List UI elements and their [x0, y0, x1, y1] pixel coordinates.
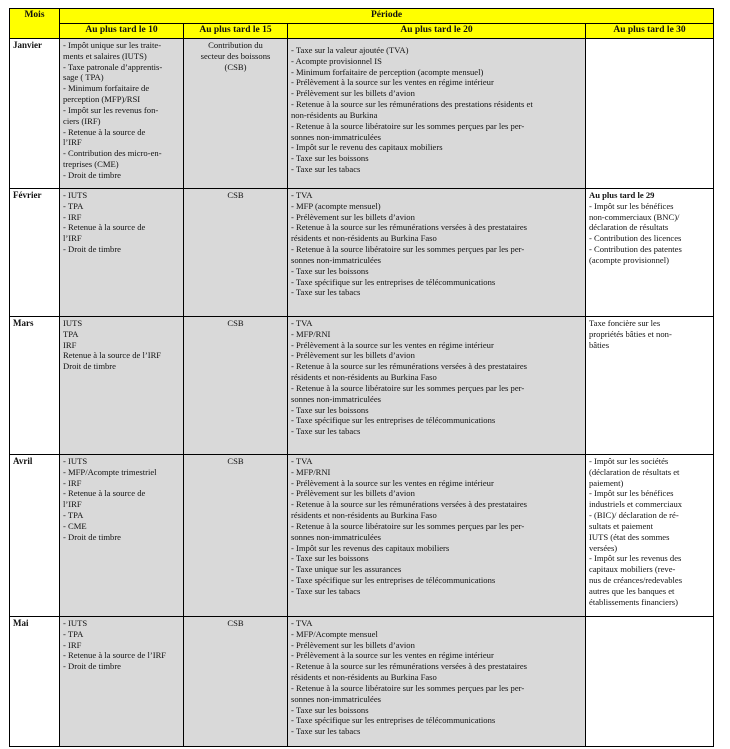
cell-line: - Minimum forfaitaire de [63, 83, 150, 94]
cell-line: - Contribution des licences [589, 233, 682, 244]
cell-line: - Taxe spécifique sur les entreprises de télécommunications [291, 575, 496, 586]
month-cell: Février [10, 188, 60, 316]
cell-col-30 [586, 188, 714, 316]
cell-line: - TPA [63, 628, 84, 639]
cell-col-10 [60, 316, 184, 454]
cell-line: Contribution du [208, 39, 263, 50]
cell-line: - Impôt sur les revenus des [589, 553, 682, 564]
cell-line: - Impôt unique sur les traite- [63, 39, 162, 50]
cell-line: ments et salaires (IUTS) [63, 50, 147, 61]
cell-line: - Retenue à la source libératoire sur les sommes perçues par les per- [291, 382, 525, 393]
cell-col-10 [60, 454, 184, 616]
cell-line: résidents et non-résidents au Burkina Faso [291, 233, 437, 244]
cell-line: - Droit de timbre [63, 661, 121, 672]
cell-line: - IRF [63, 639, 82, 650]
cell-line: sonnes non-immatriculées [291, 531, 381, 542]
cell-line: sultats et paiement [589, 520, 653, 531]
cell-line: - Impôt sur les bénéfices [589, 488, 674, 499]
cell-line: CSB [227, 455, 244, 466]
cell-line: - IRF [63, 477, 82, 488]
header-col-30: Au plus tard le 30 [586, 23, 714, 38]
cell-col-20 [288, 454, 586, 616]
cell-line: IRF [63, 339, 77, 350]
cell-col-30 [586, 454, 714, 616]
cell-col-20 [288, 38, 586, 188]
month-cell: Avril [10, 454, 60, 616]
cell-line: - Taxe spécifique sur les entreprises de télécommunications [291, 415, 496, 426]
cell-line: l’IRF [63, 499, 82, 510]
cell-col-15 [184, 454, 288, 616]
cell-line: - Prélèvement sur les billets d’avion [291, 639, 415, 650]
cell-line: - Prélèvement à la source sur les ventes en régime intérieur [291, 650, 494, 661]
cell-line: - Taxe patronale d’apprentis- [63, 61, 163, 72]
cell-col-15 [184, 188, 288, 316]
cell-line: - MFP/Acompte mensuel [291, 628, 378, 639]
row-janvier [10, 38, 714, 188]
cell-line: - Retenue à la source de l’IRF [63, 650, 167, 661]
cell-line: - Prélèvement sur les billets d’avion [291, 350, 415, 361]
cell-line: - Taxe sur les boissons [291, 404, 369, 415]
cell-line: - (BIC)/ déclaration de ré- [589, 510, 679, 521]
cell-line: - Taxe sur les boissons [291, 265, 369, 276]
cell-line: - IUTS [63, 617, 88, 628]
header-periode: Période [60, 9, 714, 24]
cell-line: autres que les banques et [589, 585, 675, 596]
cell-line: industriels et commerciaux [589, 499, 683, 510]
month-cell: Janvier [10, 38, 60, 188]
row-fevrier [10, 188, 714, 316]
cell-line: - Taxe sur les boissons [291, 153, 369, 164]
cell-line: - Taxe sur les tabacs [291, 287, 361, 298]
cell-line: Taxe foncière sur les [589, 317, 661, 328]
cell-line: - Retenue à la source sur les rémunérations versées à des prestataires [291, 361, 527, 372]
cell-line: - Droit de timbre [63, 169, 121, 180]
cell-line: - Contribution des patentes [589, 244, 682, 255]
cell-line: - TVA [291, 189, 313, 200]
cell-line: - Taxe sur les boissons [291, 704, 369, 715]
cell-line: TPA [63, 328, 79, 339]
cell-line: - TVA [291, 455, 313, 466]
row-mai [10, 616, 714, 746]
cell-line: - TPA [63, 510, 84, 521]
cell-line: - Retenue à la source libératoire sur les sommes perçues par les per- [291, 120, 525, 131]
cell-line: - Contribution des micro-en- [63, 148, 162, 159]
cell-line: treprises (CME) [63, 159, 119, 170]
cell-line: IUTS [63, 317, 83, 328]
cell-line: - IUTS [63, 189, 88, 200]
cell-line: - Prélèvement à la source sur les ventes en régime intérieur [291, 77, 494, 88]
cell-line: - Minimum forfaitaire de perception (acompte mensuel) [291, 66, 484, 77]
cell-col-10 [60, 38, 184, 188]
cell-line: IUTS (état des sommes [589, 531, 670, 542]
cell-line: - Impôt sur le revenu des capitaux mobiliers [291, 142, 443, 153]
cell-line: non-commerciaux (BNC)/ [589, 211, 680, 222]
cell-line: établissements financiers) [589, 596, 679, 607]
cell-col-15 [184, 316, 288, 454]
cell-line: - Prélèvement sur les billets d’avion [291, 488, 415, 499]
cell-line: - Taxe sur la valeur ajoutée (TVA) [291, 44, 409, 55]
cell-line: - Taxe sur les tabacs [291, 164, 361, 175]
cell-line: propriétés bâties et non- [589, 328, 672, 339]
cell-line: - Taxe sur les tabacs [291, 585, 361, 596]
cell-line: - MFP/RNI [291, 328, 331, 339]
cell-line: CSB [227, 617, 244, 628]
cell-line: non-résidents au Burkina [291, 109, 378, 120]
cell-line: résidents et non-résidents au Burkina Faso [291, 510, 437, 521]
cell-line: - Retenue à la source sur les rémunérations versées à des prestataires [291, 661, 527, 672]
cell-col-20 [288, 616, 586, 746]
cell-line: - Prélèvement sur les billets d’avion [291, 211, 415, 222]
header-col-15: Au plus tard le 15 [184, 23, 288, 38]
cell-line: nus de créances/redevables [589, 575, 683, 586]
cell-line: bâties [589, 339, 610, 350]
cell-line: - Taxe sur les boissons [291, 553, 369, 564]
cell-line: - TVA [291, 317, 313, 328]
cell-line: - Impôt sur les bénéfices [589, 200, 674, 211]
cell-line: secteur des boissons [200, 50, 271, 61]
cell-line: - Prélèvement sur les billets d’avion [291, 88, 415, 99]
cell-line: perception (MFP)/RSI [63, 94, 141, 105]
cell-line: paiement) [589, 477, 624, 488]
cell-line: - Droit de timbre [63, 244, 121, 255]
cell-line: sonnes non-immatriculées [291, 254, 381, 265]
cell-line: - Impôt sur les revenus fon- [63, 104, 159, 115]
tax-calendar-table [9, 8, 714, 747]
cell-line: sage ( TPA) [63, 72, 104, 83]
header-col-20: Au plus tard le 20 [288, 23, 586, 38]
cell-col-30 [586, 616, 714, 746]
cell-line: - Prélèvement à la source sur les ventes en régime intérieur [291, 339, 494, 350]
cell-line: déclaration de résultats [589, 222, 669, 233]
cell-col-15 [184, 616, 288, 746]
cell-line: - IRF [63, 211, 82, 222]
cell-line: résidents et non-résidents au Burkina Faso [291, 672, 437, 683]
cell-line: - Impôt sur les revenus des capitaux mobiliers [291, 542, 450, 553]
cell-col-15 [184, 38, 288, 188]
cell-line: CSB [227, 317, 244, 328]
header-col-10: Au plus tard le 10 [60, 23, 184, 38]
cell-line: Droit de timbre [63, 361, 116, 372]
cell-line: - Taxe spécifique sur les entreprises de télécommunications [291, 715, 496, 726]
cell-line: - Taxe sur les tabacs [291, 426, 361, 437]
cell-line: versées) [589, 542, 618, 553]
deadline-29-heading: Au plus tard le 29 [589, 189, 655, 200]
cell-line: sonnes non-immatriculées [291, 131, 381, 142]
cell-line: - Retenue à la source de [63, 222, 146, 233]
cell-line: sonnes non-immatriculées [291, 693, 381, 704]
cell-col-10 [60, 188, 184, 316]
cell-col-20 [288, 316, 586, 454]
cell-line: - Taxe sur les tabacs [291, 726, 361, 737]
cell-line: - Taxe unique sur les assurances [291, 564, 402, 575]
cell-line: - MFP/Acompte trimestriel [63, 466, 157, 477]
row-avril [10, 454, 714, 616]
cell-line: - Retenue à la source de [63, 488, 146, 499]
cell-line: - Retenue à la source de [63, 126, 146, 137]
cell-line: (acompte provisionnel) [589, 254, 669, 265]
cell-line: CSB [227, 189, 244, 200]
cell-line: - Retenue à la source libératoire sur les sommes perçues par les per- [291, 244, 525, 255]
cell-col-20 [288, 188, 586, 316]
header-mois: Mois [10, 9, 60, 39]
cell-line: ciers (IRF) [63, 115, 101, 126]
cell-line: l’IRF [63, 137, 82, 148]
cell-line: résidents et non-résidents au Burkina Faso [291, 372, 437, 383]
cell-line: - Retenue à la source libératoire sur les sommes perçues par les per- [291, 682, 525, 693]
month-cell: Mars [10, 316, 60, 454]
month-cell: Mai [10, 616, 60, 746]
cell-line: - Droit de timbre [63, 531, 121, 542]
cell-col-10 [60, 616, 184, 746]
cell-line: (CSB) [224, 61, 247, 72]
cell-line: - MFP (acompte mensuel) [291, 200, 381, 211]
cell-col-30 [586, 316, 714, 454]
cell-line: capitaux mobiliers (reve- [589, 564, 676, 575]
cell-line: - Prélèvement à la source sur les ventes en régime intérieur [291, 477, 494, 488]
cell-line: - TPA [63, 200, 84, 211]
cell-line: Retenue à la source de l’IRF [63, 350, 162, 361]
cell-line: - Retenue à la source libératoire sur les sommes perçues par les per- [291, 520, 525, 531]
row-mars [10, 316, 714, 454]
cell-line: - MFP/RNI [291, 466, 331, 477]
cell-col-30 [586, 38, 714, 188]
cell-line: l’IRF [63, 233, 82, 244]
cell-line: - Retenue à la source sur les rémunérations versées à des prestataires [291, 499, 527, 510]
cell-line: - Retenue à la source sur les rémunérations versées à des prestataires [291, 222, 527, 233]
cell-line: sonnes non-immatriculées [291, 393, 381, 404]
cell-line: - TVA [291, 617, 313, 628]
cell-line: (déclaration de résultats et [589, 466, 680, 477]
cell-line: - Taxe spécifique sur les entreprises de télécommunications [291, 276, 496, 287]
cell-line: - Retenue à la source sur les rémunérations des prestations résidents et [291, 99, 533, 110]
cell-line: - IUTS [63, 455, 88, 466]
cell-line: - CME [63, 520, 87, 531]
cell-line: - Acompte provisionnel IS [291, 55, 382, 66]
cell-line: - Impôt sur les sociétés [589, 455, 669, 466]
